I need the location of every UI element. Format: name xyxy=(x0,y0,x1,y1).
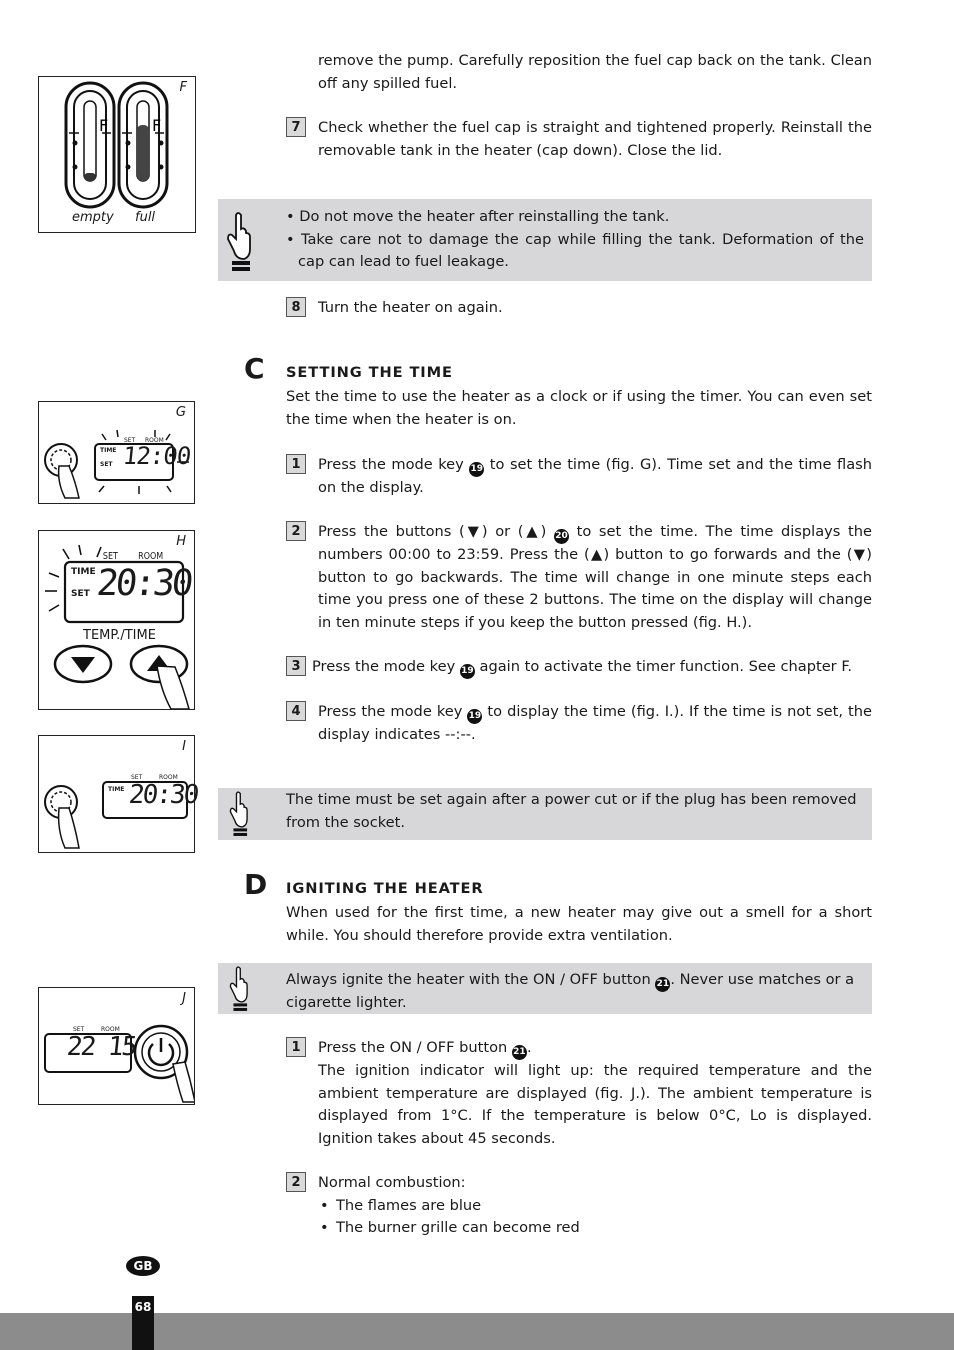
ref-number-icon: 21 xyxy=(655,977,670,992)
figure-label: I xyxy=(182,739,186,754)
step-d2 xyxy=(286,1172,872,1240)
lcd-room-label: ROOM xyxy=(145,437,164,444)
step-number: 4 xyxy=(286,701,306,721)
temp-time-caption: TEMP./TIME xyxy=(83,628,156,643)
empty-label: empty xyxy=(72,210,114,225)
section-letter-c: C xyxy=(244,352,265,385)
lcd-set-label: SET xyxy=(100,461,113,468)
lcd-temp-display: 22 15 xyxy=(65,1032,137,1062)
section-intro: When used for the first time, a new heater may give out a smell for a short while. You should therefore provide extra ventilation. xyxy=(286,904,872,944)
figure-label: F xyxy=(179,80,187,95)
lcd-set-label: SET xyxy=(73,1026,85,1033)
lcd-set-label: SET xyxy=(102,551,118,562)
intro-paragraph: remove the pump. Carefully reposition the fuel cap back on the tank. Clean off any spilled fuel. xyxy=(318,52,872,92)
lcd-set-label: SET xyxy=(131,774,143,781)
step-text: Press the ON / OFF button 21. xyxy=(318,1037,872,1060)
step-number: 1 xyxy=(286,454,306,474)
figure-j-ignition xyxy=(38,987,195,1105)
figure-f-fuel-gauge xyxy=(38,76,196,233)
note-box xyxy=(218,199,872,281)
ref-number-icon: 21 xyxy=(512,1045,527,1060)
note-item: • Take care not to damage the cap while filling the tank. Deformation of the cap can lead to fuel leakage. xyxy=(286,230,864,271)
step-text: Press the mode key 19 to set the time (fig. G). Time set and the time flash on the display. xyxy=(318,456,872,496)
pointing-hand-icon xyxy=(224,209,252,275)
lcd-set-label: SET xyxy=(124,437,136,444)
lcd-set-label: SET xyxy=(71,589,90,599)
section-letter-d: D xyxy=(244,868,268,901)
step-number: 3 xyxy=(286,656,306,676)
step-text: Press the mode key 19 to display the time (fig. I.). If the time is not set, the display indicates --:--. xyxy=(318,703,872,743)
lcd-time-label: TIME xyxy=(108,786,125,793)
ref-number-icon: 19 xyxy=(469,462,484,477)
step-7 xyxy=(286,117,872,162)
figure-label: G xyxy=(175,405,186,420)
ref-number-icon: 19 xyxy=(460,664,475,679)
note-content xyxy=(286,206,864,274)
step-number: 2 xyxy=(286,1172,306,1192)
step-text: Press the mode key 19 again to activate the timer function. See chapter F. xyxy=(312,656,872,679)
lcd-room-label: ROOM xyxy=(138,551,164,562)
pointing-hand-icon xyxy=(224,789,252,839)
step-c1 xyxy=(286,454,872,500)
page-number: 68 xyxy=(132,1296,154,1350)
note-content: Always ignite the heater with the ON / OFF button 21. Never use matches or a cigarette lighter. xyxy=(286,971,855,1011)
step-text: Check whether the fuel cap is straight and tightened properly. Reinstall the removable tank in the heater (cap down). Close the lid. xyxy=(318,119,872,159)
section-intro: Set the time to use the heater as a clock or if using the timer. You can even set the time when the heater is on. xyxy=(286,388,872,428)
lcd-room-label: ROOM xyxy=(101,1026,120,1033)
full-label: full xyxy=(135,210,156,225)
lcd-time-label: TIME xyxy=(100,447,117,454)
step-text: Press the buttons (▼) or (▲) 20 to set the time. The time displays the numbers 00:00 to 23:59. Press the (▲) button to go forwards and the (▼) button to go backwards. The time will change in one minute steps each time you press one of these 2 buttons. The time on the display will change in ten minute steps if you keep the button pressed (fig. H.). xyxy=(318,523,872,631)
list-item: • The flames are blue xyxy=(318,1195,872,1218)
figure-g-set-time xyxy=(38,401,195,504)
gauge-letter: F xyxy=(99,116,109,135)
note-box xyxy=(218,788,872,840)
figure-i-display-time xyxy=(38,735,199,853)
step-8 xyxy=(286,297,872,320)
lcd-time-display: 20:30 xyxy=(127,780,199,810)
gauge-letter: F xyxy=(152,116,162,135)
ref-number-icon: 20 xyxy=(554,529,569,544)
list-item: • The burner grille can become red xyxy=(318,1217,872,1240)
note-item: • Do not move the heater after reinstalling the tank. xyxy=(286,208,670,225)
step-c4 xyxy=(286,701,872,747)
step-c3 xyxy=(286,656,872,679)
language-badge: GB xyxy=(126,1256,160,1276)
step-number: 2 xyxy=(286,521,306,541)
step-number: 1 xyxy=(286,1037,306,1057)
fuel-gauge-illustration xyxy=(39,77,195,232)
ref-number-icon: 19 xyxy=(467,709,482,724)
figure-label: J xyxy=(182,991,186,1006)
bullet-list xyxy=(318,1195,872,1240)
figure-label: H xyxy=(176,534,186,549)
figure-h-adjust-time xyxy=(38,530,195,710)
note-box xyxy=(218,963,872,1014)
lcd-room-label: ROOM xyxy=(159,774,178,781)
step-d1 xyxy=(286,1037,872,1150)
lcd-time-display: 12:00 xyxy=(121,442,192,470)
lcd-time-display: 20:30 xyxy=(94,563,193,604)
step-text: Normal combustion: xyxy=(318,1174,466,1191)
lcd-time-label: TIME xyxy=(71,567,96,577)
step-detail: The ignition indicator will light up: the required temperature and the ambient temperature are displayed (fig. J.). The ambient temperature is displayed from 1°C. If the temperature is below 0°C, Lo is displayed. Ignition takes about 45 seconds. xyxy=(318,1062,872,1147)
step-number: 8 xyxy=(286,297,306,317)
step-c2 xyxy=(286,521,872,634)
step-text: Turn the heater on again. xyxy=(318,299,503,316)
section-heading: IGNITING THE HEATER xyxy=(286,880,484,897)
note-content: The time must be set again after a power cut or if the plug has been removed from the socket. xyxy=(286,791,857,831)
pointing-hand-icon xyxy=(224,964,252,1014)
section-heading: SETTING THE TIME xyxy=(286,364,453,381)
step-number: 7 xyxy=(286,117,306,137)
